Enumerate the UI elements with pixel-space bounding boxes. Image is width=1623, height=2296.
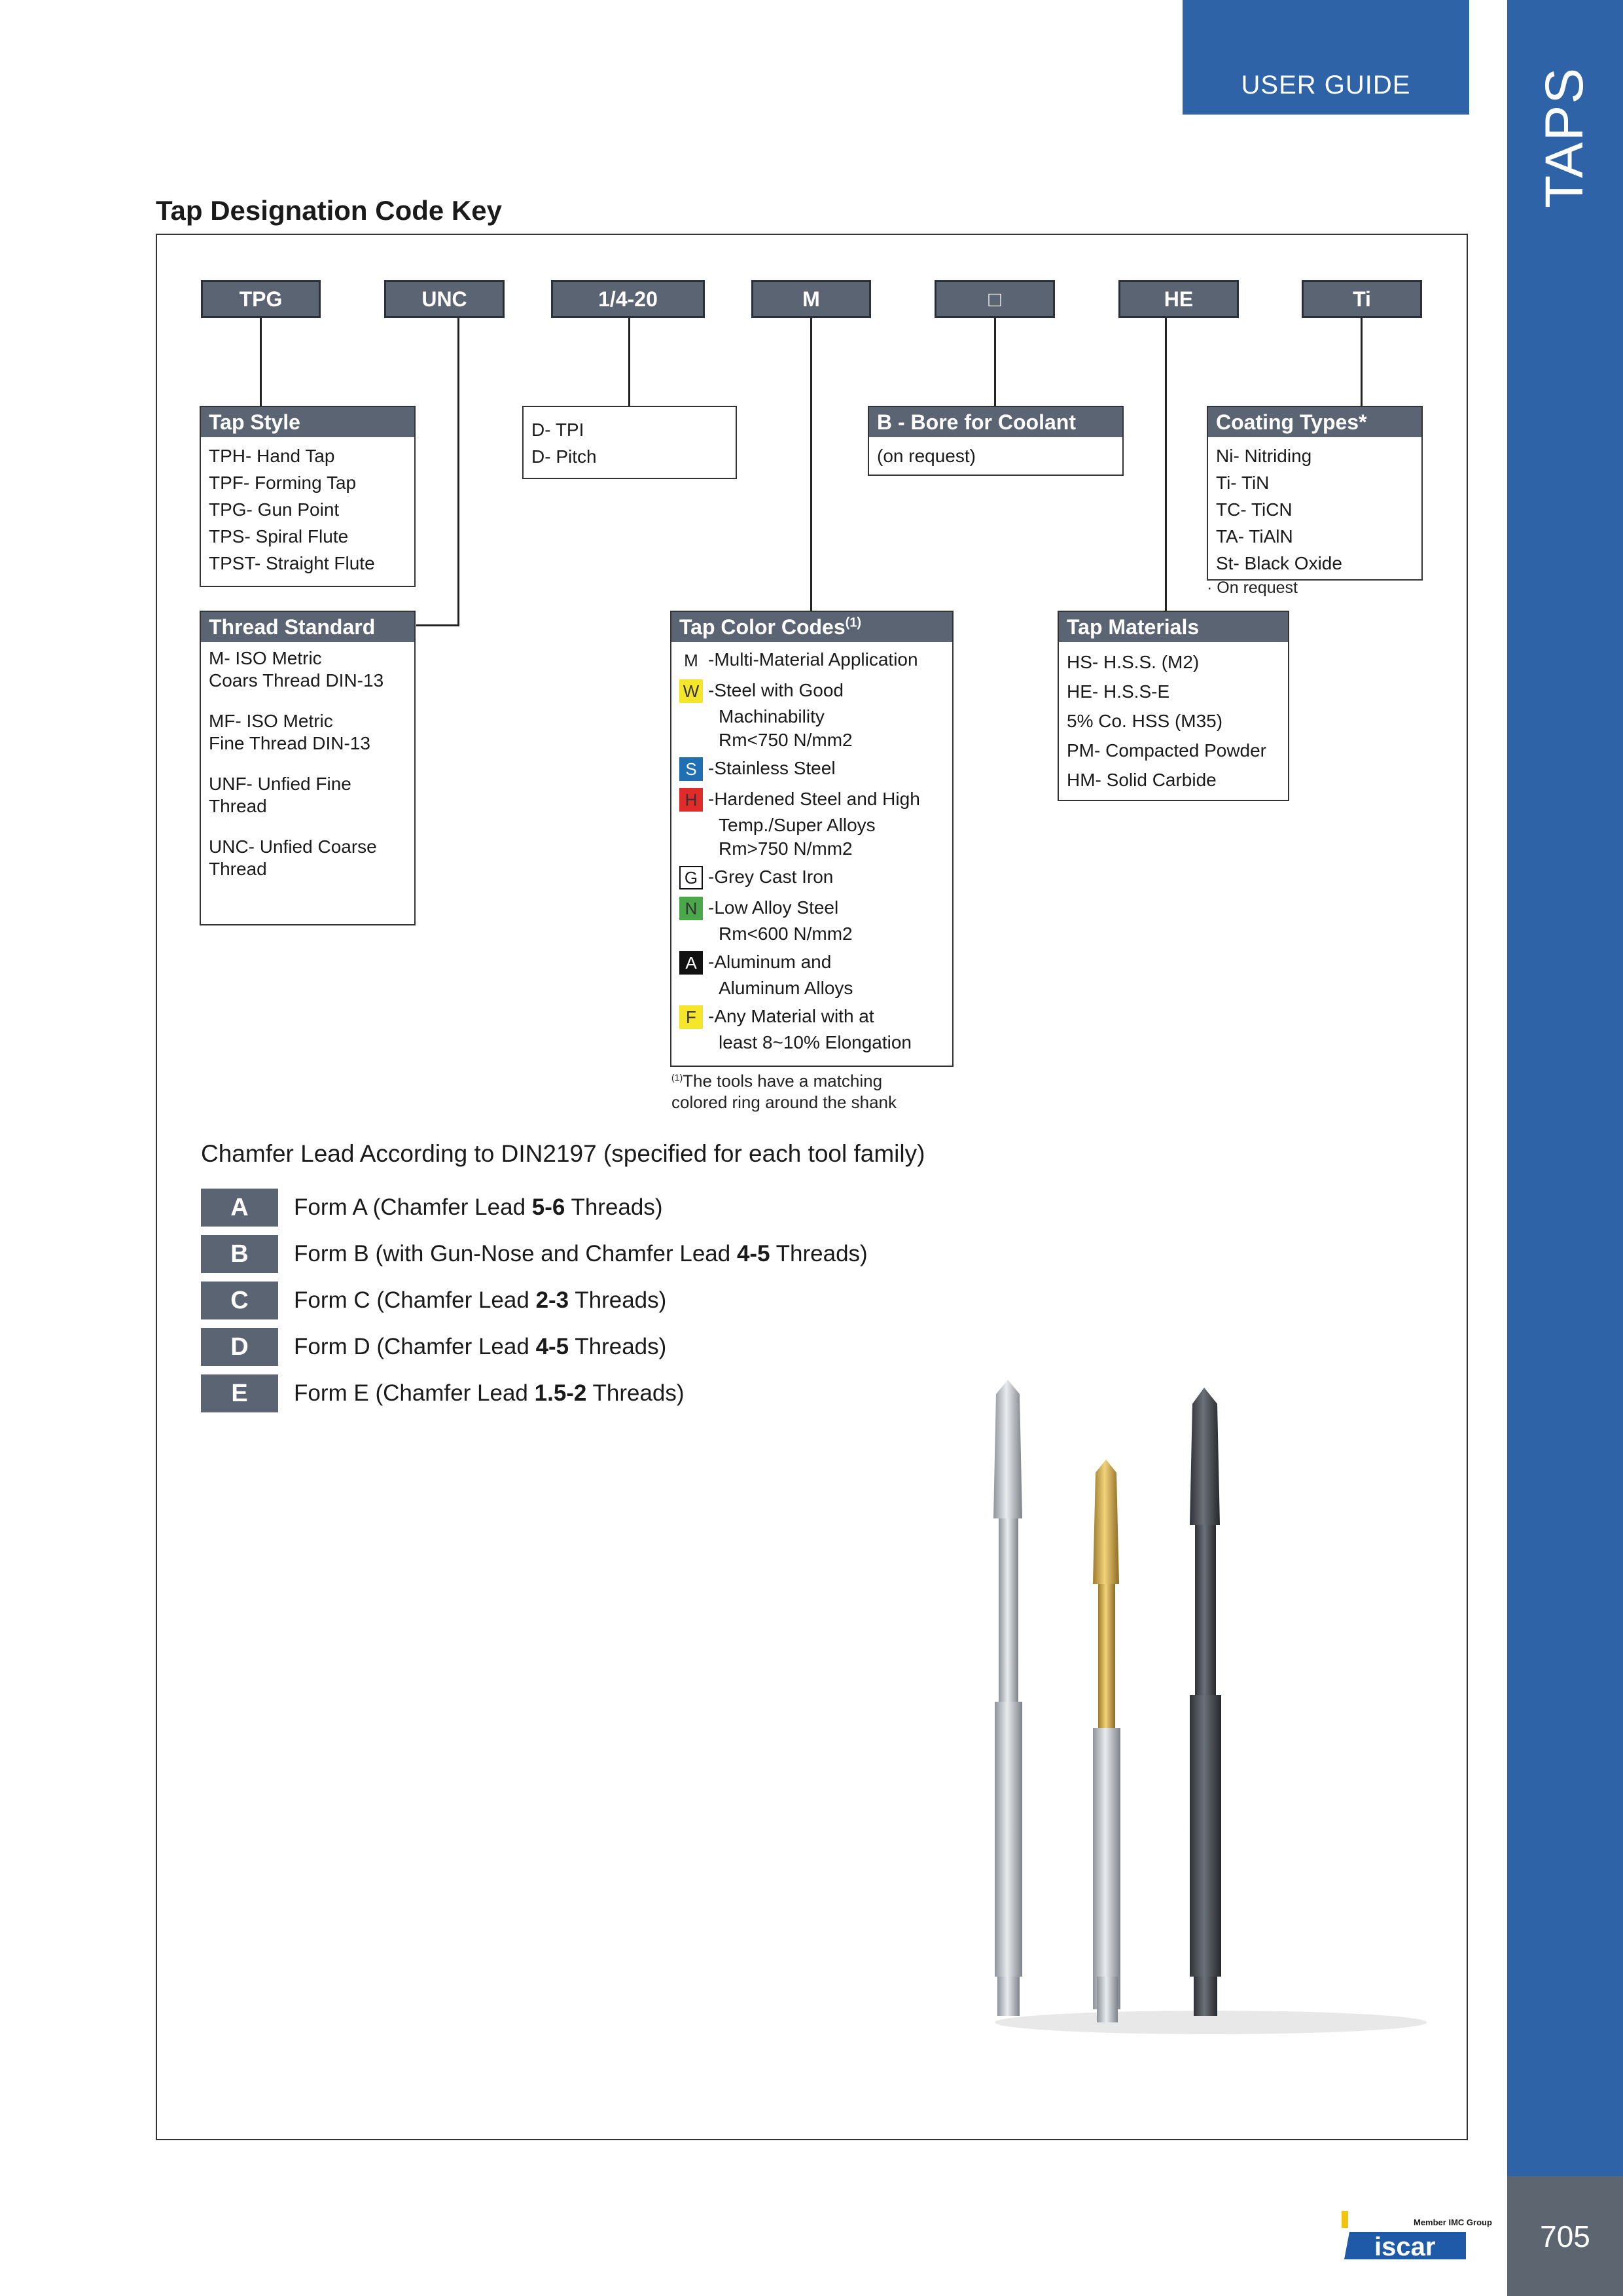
list-item: Coars Thread DIN-13	[209, 670, 384, 691]
color-code-detail: Rm<750 N/mm2	[719, 730, 853, 750]
chamfer-row	[201, 1281, 666, 1320]
color-swatch: N	[679, 897, 703, 920]
page-number	[1507, 2176, 1623, 2296]
color-swatch: A	[679, 951, 703, 975]
color-code-line	[679, 951, 944, 975]
chamfer-row	[201, 1327, 666, 1367]
color-code-line	[679, 897, 944, 920]
chamfer-text-post: Threads)	[565, 1194, 663, 1220]
coating-note: · On request	[1207, 579, 1298, 597]
color-codes-title	[671, 612, 952, 642]
list-item: Thread	[209, 796, 267, 816]
connector-line	[810, 318, 812, 613]
color-code-row	[679, 1005, 944, 1053]
list-item: UNC- Unfied Coarse	[209, 836, 377, 857]
color-code-detail: Rm<600 N/mm2	[719, 924, 853, 944]
list-item: PM- Compacted Powder	[1067, 740, 1267, 761]
code-box-thread-standard: UNC	[384, 280, 505, 318]
color-code-text: -Steel with Good	[708, 680, 844, 700]
color-code-text: -Grey Cast Iron	[708, 867, 834, 887]
iscar-logo	[1335, 2199, 1492, 2265]
color-codes-note	[671, 1067, 897, 1113]
color-code-line	[679, 1005, 944, 1029]
color-swatch: G	[679, 866, 703, 889]
chamfer-row	[201, 1374, 685, 1413]
list-item: 5% Co. HSS (M35)	[1067, 711, 1223, 731]
chamfer-text-post: Threads)	[586, 1380, 685, 1406]
color-code-row	[679, 757, 944, 781]
chamfer-text-pre: Form C (Chamfer Lead	[294, 1287, 536, 1313]
color-code-row	[679, 679, 944, 751]
connector-line	[994, 318, 996, 406]
color-swatch: S	[679, 757, 703, 781]
chamfer-thread-count: 1.5-2	[534, 1380, 587, 1406]
code-box-tap-style: TPG	[201, 280, 321, 318]
code-box-size: 1/4-20	[551, 280, 705, 318]
chamfer-form-badge: D	[201, 1328, 278, 1366]
taps-photo	[916, 1368, 1440, 2049]
list-item: Fine Thread DIN-13	[209, 733, 370, 753]
gold-tap	[1093, 1460, 1120, 2022]
color-codes-title-text: Tap Color Codes	[679, 615, 846, 639]
color-code-text: -Aluminum and	[708, 952, 832, 972]
chamfer-text-pre: Form B (with Gun-Nose and Chamfer Lead	[294, 1241, 737, 1266]
color-code-row	[679, 951, 944, 999]
chamfer-text-post: Threads)	[770, 1241, 868, 1266]
silver-tap	[993, 1380, 1022, 2016]
code-box-bore: □	[935, 280, 1055, 318]
bore-panel	[868, 406, 1124, 476]
list-item: TPH- Hand Tap	[209, 446, 335, 466]
chamfer-row	[201, 1188, 663, 1227]
color-code-row	[679, 788, 944, 859]
color-codes-panel	[670, 611, 954, 1067]
chamfer-thread-count: 4-5	[736, 1241, 770, 1266]
list-item: TPF- Forming Tap	[209, 473, 357, 493]
color-code-row	[679, 897, 944, 944]
bore-title: B - Bore for Coolant	[869, 407, 1122, 437]
list-item: Ni- Nitriding	[1216, 446, 1312, 466]
chamfer-title: Chamfer Lead According to DIN2197 (specified for each tool family)	[201, 1140, 925, 1167]
coating-title: Coating Types*	[1208, 407, 1421, 437]
note-line: colored ring around the shank	[671, 1092, 897, 1112]
connector-line	[416, 624, 459, 626]
list-item: M- ISO Metric	[209, 648, 322, 668]
chamfer-text-post: Threads)	[569, 1287, 667, 1313]
page-title: Tap Designation Code Key	[156, 195, 502, 226]
tap-materials-panel	[1058, 611, 1289, 801]
list-item: HS- H.S.S. (M2)	[1067, 652, 1200, 672]
color-swatch: H	[679, 788, 703, 812]
black-tap	[1190, 1388, 1221, 2016]
connector-line	[457, 318, 459, 626]
color-code-line	[679, 788, 944, 812]
color-code-row	[679, 866, 944, 889]
chamfer-thread-count: 4-5	[535, 1334, 569, 1359]
list-item: TC- TiCN	[1216, 499, 1293, 520]
color-code-text: -Hardened Steel and High	[708, 789, 920, 809]
thread-standard-panel	[200, 611, 416, 925]
tap-materials-title: Tap Materials	[1059, 612, 1288, 642]
code-box-color-code: M	[751, 280, 871, 318]
user-guide-tab	[1183, 0, 1469, 115]
color-swatch: F	[679, 1005, 703, 1029]
list-item: TPG- Gun Point	[209, 499, 340, 520]
chamfer-text-pre: Form E (Chamfer Lead	[294, 1380, 535, 1406]
color-code-line	[679, 757, 944, 781]
color-code-detail: least 8~10% Elongation	[719, 1032, 912, 1052]
color-swatch: W	[679, 679, 703, 703]
color-code-detail: Rm>750 N/mm2	[719, 838, 853, 859]
color-code-text: -Low Alloy Steel	[708, 897, 839, 918]
coating-panel	[1207, 406, 1423, 581]
page-number-text: 705	[1540, 2219, 1590, 2253]
list-item: TPS- Spiral Flute	[209, 526, 349, 547]
chamfer-text-post: Threads)	[569, 1334, 667, 1359]
list-item: UNF- Unfied Fine	[209, 774, 351, 794]
chamfer-form-badge: B	[201, 1235, 278, 1273]
list-item: Thread	[209, 859, 267, 879]
chamfer-form-badge: C	[201, 1282, 278, 1319]
logo-tagline: Member IMC Group	[1414, 2217, 1492, 2227]
color-code-text: -Stainless Steel	[708, 758, 836, 778]
chamfer-form-text	[294, 1334, 666, 1360]
color-code-line	[679, 866, 944, 889]
code-box-material: HE	[1118, 280, 1239, 318]
color-code-detail: Temp./Super Alloys	[719, 815, 876, 835]
tap-style-title: Tap Style	[201, 407, 414, 437]
connector-line	[1361, 318, 1363, 406]
color-swatch: M	[684, 651, 698, 670]
connector-line	[1165, 318, 1167, 613]
connector-line	[628, 318, 630, 406]
chamfer-text-pre: Form D (Chamfer Lead	[294, 1334, 536, 1359]
list-item: HM- Solid Carbide	[1067, 770, 1217, 790]
list-item: MF- ISO Metric	[209, 711, 333, 731]
color-code-row	[679, 649, 944, 672]
chamfer-form-text	[294, 1241, 868, 1267]
footnote-marker: (1)	[671, 1072, 683, 1083]
list-item: St- Black Oxide	[1216, 553, 1342, 573]
list-item: HE- H.S.S-E	[1067, 681, 1170, 702]
connector-line	[260, 318, 262, 406]
list-item: Ti- TiN	[1216, 473, 1270, 493]
logo-brand: iscar	[1374, 2233, 1436, 2261]
chamfer-form-text	[294, 1194, 663, 1221]
chamfer-form-badge: A	[201, 1189, 278, 1227]
list-item: D- TPI	[531, 420, 584, 440]
chamfer-form-text	[294, 1380, 685, 1407]
color-code-text: -Any Material with at	[708, 1006, 874, 1026]
list-item: D- Pitch	[531, 446, 597, 467]
tap-style-panel	[200, 406, 416, 587]
color-code-line	[679, 649, 944, 672]
chamfer-form-badge: E	[201, 1374, 278, 1412]
section-label: TAPS	[1535, 66, 1594, 209]
list-item: TPST- Straight Flute	[209, 553, 375, 573]
note-line: The tools have a matching	[683, 1071, 883, 1091]
footnote-marker: (1)	[845, 615, 862, 630]
chamfer-text-pre: Form A (Chamfer Lead	[294, 1194, 532, 1220]
thread-standard-title: Thread Standard	[201, 612, 414, 642]
list-item: TA- TiAlN	[1216, 526, 1293, 547]
chamfer-row	[201, 1234, 868, 1274]
color-code-detail: Machinability	[719, 706, 825, 726]
chamfer-thread-count: 5-6	[531, 1194, 565, 1220]
side-band	[1507, 0, 1623, 2176]
user-guide-label: USER GUIDE	[1241, 71, 1411, 99]
pitch-panel	[522, 406, 737, 479]
chamfer-form-text	[294, 1287, 666, 1314]
list-item: (on request)	[877, 446, 976, 466]
color-code-text: -Multi-Material Application	[708, 649, 918, 670]
color-code-detail: Aluminum Alloys	[719, 978, 853, 998]
color-code-line	[679, 679, 944, 703]
code-box-coating: Ti	[1302, 280, 1422, 318]
chamfer-thread-count: 2-3	[535, 1287, 569, 1313]
